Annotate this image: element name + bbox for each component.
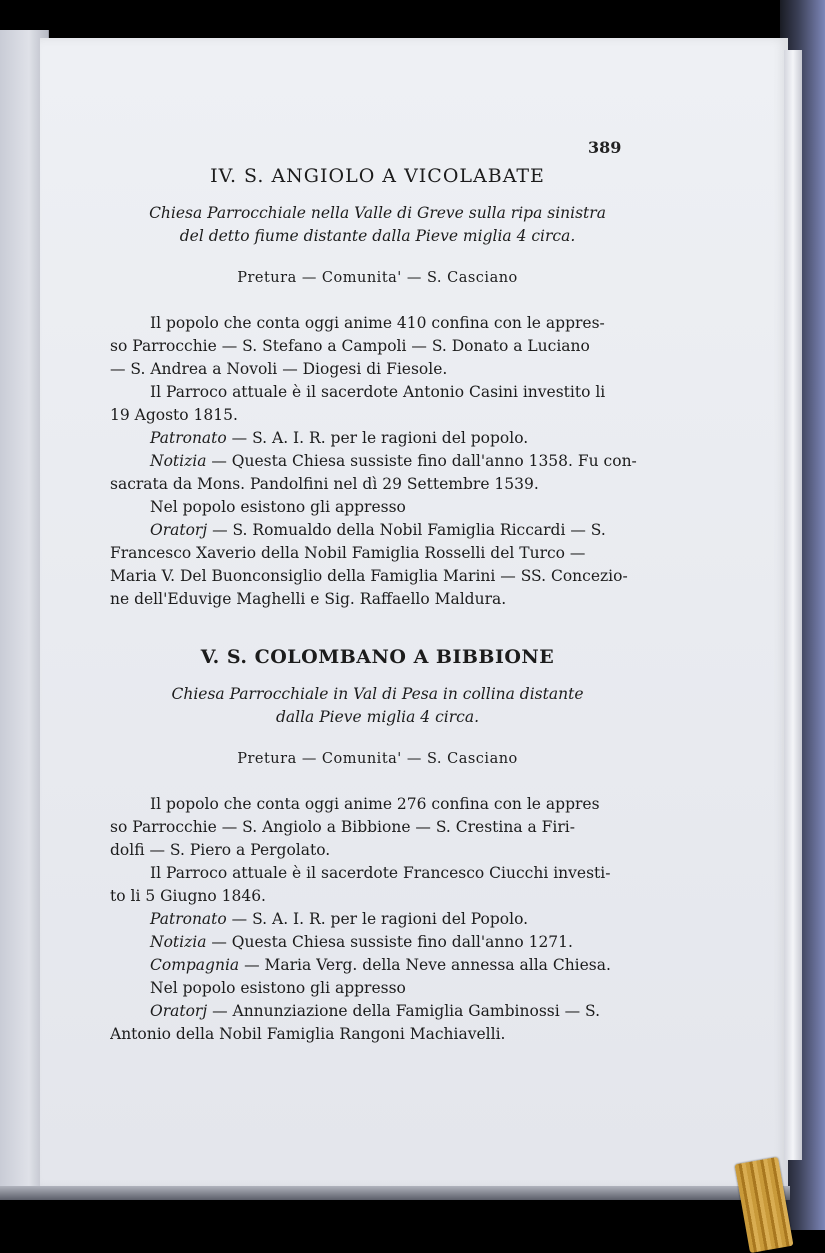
- line-text: — Questa Chiesa sussiste fino dall'anno 1271.: [206, 933, 573, 951]
- line-text: — Maria Verg. della Neve annessa alla Chiesa.: [239, 956, 611, 974]
- text-line: [110, 565, 645, 588]
- text-line: [110, 1023, 645, 1046]
- line-text: — Annunziazione della Famiglia Gambinossi — S.: [207, 1002, 601, 1020]
- text-line: [110, 312, 645, 335]
- text-line: [110, 450, 645, 473]
- line-text: Nel popolo esistono gli appresso: [150, 498, 406, 516]
- text-line: [110, 381, 645, 404]
- text-line: [110, 977, 645, 1000]
- section-body: [110, 312, 645, 611]
- entry-label: Compagnia: [150, 956, 240, 974]
- subtitle-line: Chiesa Parrocchiale in Val di Pesa in collina distante: [171, 685, 584, 703]
- line-text: Il popolo che conta oggi anime 410 confina con le appres-: [150, 314, 605, 332]
- line-text: so Parrocchie — S. Angiolo a Bibbione — S. Crestina a Firi-: [110, 818, 575, 836]
- text-line: [110, 1000, 645, 1023]
- text-line: [110, 954, 645, 977]
- line-text: 19 Agosto 1815.: [110, 406, 238, 424]
- page-bottom-shadow: [0, 1186, 790, 1200]
- line-text: Nel popolo esistono gli appresso: [150, 979, 406, 997]
- section-subtitle: [110, 202, 645, 248]
- page-stack-edge: [784, 50, 802, 1160]
- section-body: [110, 793, 645, 1046]
- line-text: — S. A. I. R. per le ragioni del popolo.: [226, 429, 529, 447]
- pretura-line: Pretura — Comunita' — S. Casciano: [237, 270, 518, 286]
- text-line: [110, 473, 645, 496]
- subtitle-line: Chiesa Parrocchiale nella Valle di Greve sulla ripa sinistra: [149, 204, 606, 222]
- page-content: [110, 130, 645, 1046]
- section-title: V. S. COLOMBANO A BIBBIONE: [200, 646, 555, 668]
- entry-label: Notizia: [150, 933, 207, 951]
- entry-label: Oratorj: [150, 521, 208, 539]
- text-line: [110, 885, 645, 908]
- subtitle-line: del detto fiume distante dalla Pieve miglia 4 circa.: [179, 227, 576, 245]
- text-line: [110, 816, 645, 839]
- line-text: Maria V. Del Buonconsiglio della Famiglia Marini — SS. Concezio-: [110, 567, 628, 585]
- line-text: — S. A. I. R. per le ragioni del Popolo.: [226, 910, 529, 928]
- entry-label: Patronato: [150, 910, 227, 928]
- line-text: sacrata da Mons. Pandolfini nel dì 29 Settembre 1539.: [110, 475, 539, 493]
- text-line: [110, 427, 645, 450]
- line-text: — Questa Chiesa sussiste fino dall'anno 1358. Fu con-: [206, 452, 637, 470]
- subtitle-line: dalla Pieve miglia 4 circa.: [275, 708, 479, 726]
- text-line: [110, 358, 645, 381]
- section-subtitle: [110, 683, 645, 729]
- page-number: 389: [588, 138, 622, 157]
- text-line: [110, 588, 645, 611]
- text-line: [110, 496, 645, 519]
- entry-label: Patronato: [150, 429, 227, 447]
- pretura-line: Pretura — Comunita' — S. Casciano: [237, 751, 518, 767]
- text-line: [110, 793, 645, 816]
- section-iv: [110, 164, 645, 611]
- text-line: [110, 908, 645, 931]
- line-text: Il Parroco attuale è il sacerdote Francesco Ciucchi investi-: [150, 864, 611, 882]
- line-text: — S. Romualdo della Nobil Famiglia Riccardi — S.: [207, 521, 606, 539]
- text-line: [110, 542, 645, 565]
- section-v: [110, 645, 645, 1046]
- text-line: [110, 862, 645, 885]
- text-line: [110, 839, 645, 862]
- section-title: IV. S. ANGIOLO A VICOLABATE: [210, 165, 545, 187]
- line-text: dolfi — S. Piero a Pergolato.: [110, 841, 331, 859]
- line-text: Il Parroco attuale è il sacerdote Antonio Casini investito li: [150, 383, 606, 401]
- line-text: Antonio della Nobil Famiglia Rangoni Machiavelli.: [110, 1025, 506, 1043]
- text-line: [110, 519, 645, 542]
- line-text: to li 5 Giugno 1846.: [110, 887, 266, 905]
- line-text: Francesco Xaverio della Nobil Famiglia Rosselli del Turco —: [110, 544, 586, 562]
- text-line: [110, 335, 645, 358]
- line-text: so Parrocchie — S. Stefano a Campoli — S. Donato a Luciano: [110, 337, 590, 355]
- line-text: — S. Andrea a Novoli — Diogesi di Fiesole.: [110, 360, 448, 378]
- line-text: ne dell'Eduvige Maghelli e Sig. Raffaello Maldura.: [110, 590, 507, 608]
- entry-label: Notizia: [150, 452, 207, 470]
- text-line: [110, 931, 645, 954]
- text-line: [110, 404, 645, 427]
- line-text: Il popolo che conta oggi anime 276 confina con le appres: [150, 795, 600, 813]
- entry-label: Oratorj: [150, 1002, 208, 1020]
